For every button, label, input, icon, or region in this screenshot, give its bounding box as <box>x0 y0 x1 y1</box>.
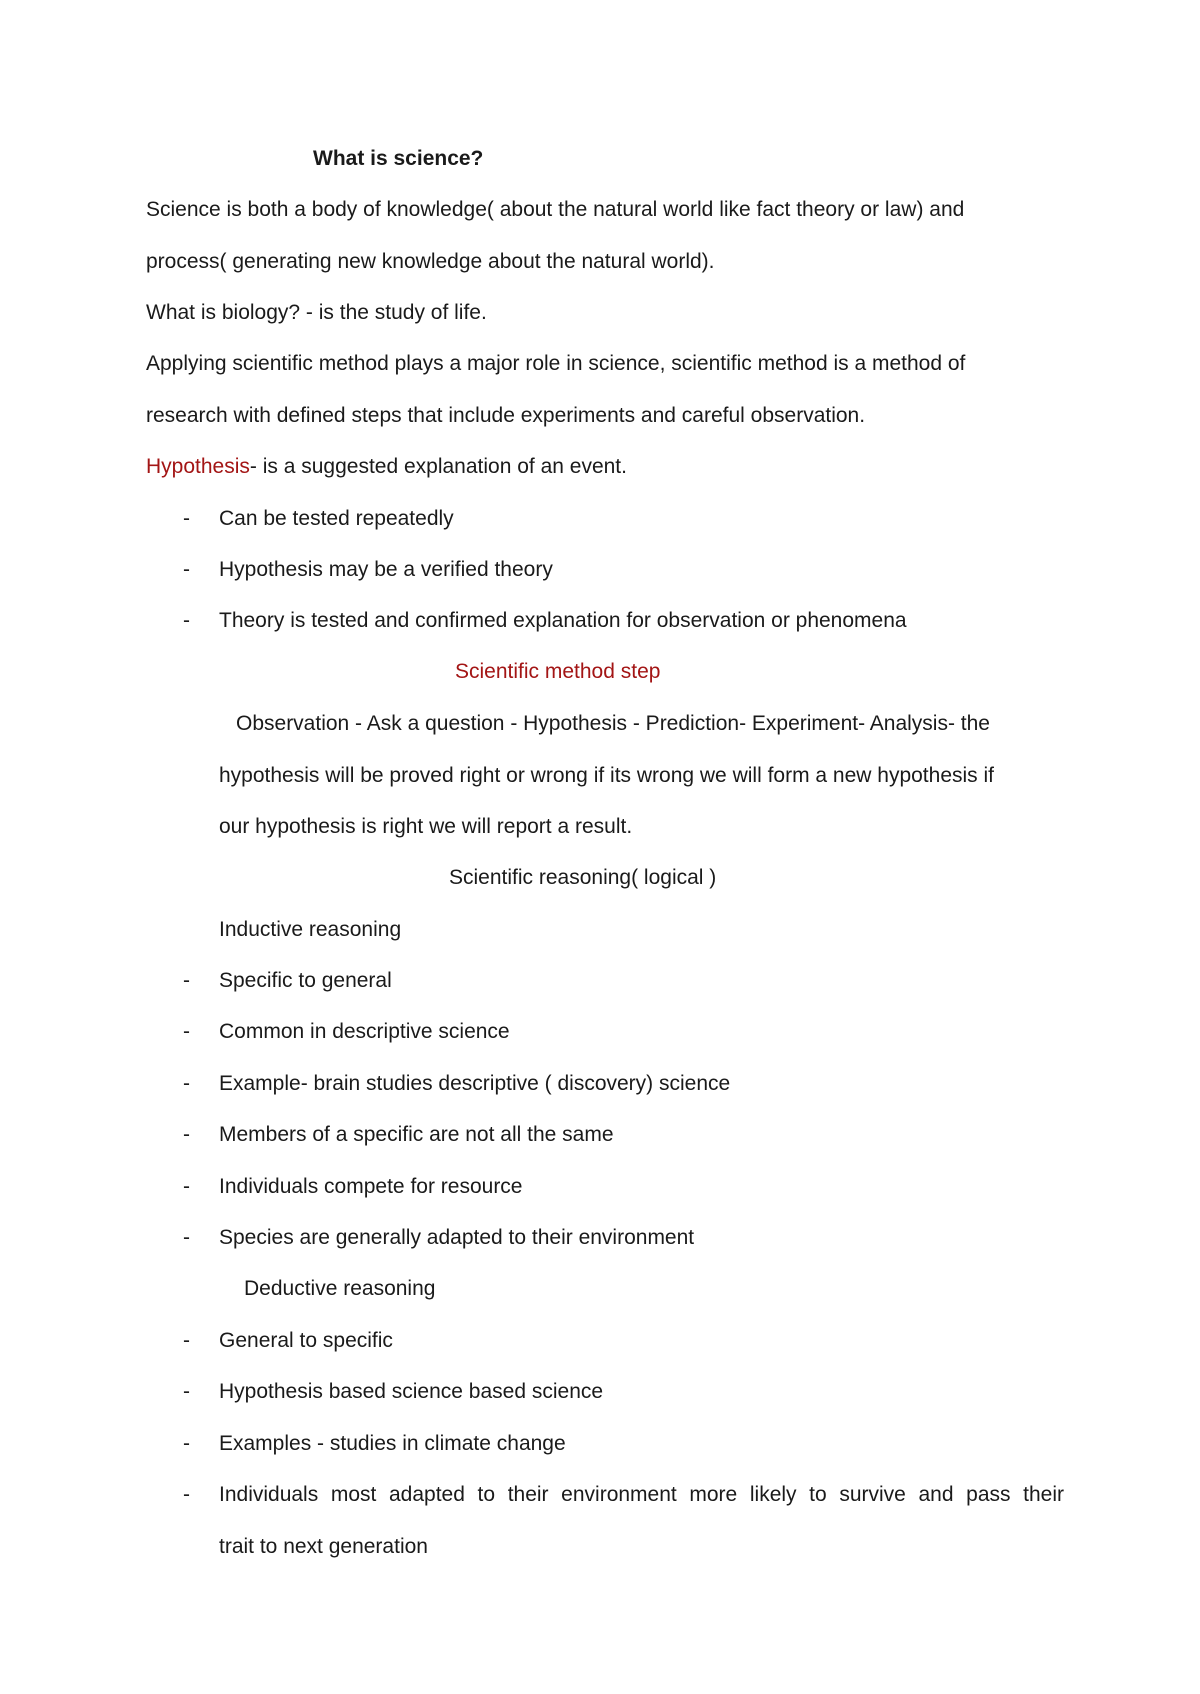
bullet-marker: - <box>183 969 190 992</box>
bullet-marker: - <box>183 558 190 581</box>
hypothesis-definition-text: - is a suggested explanation of an event. <box>249 455 627 478</box>
list-item: Individuals most adapted to their environment more likely to survive and pass their <box>219 1483 1064 1506</box>
list-item-continuation: trait to next generation <box>219 1535 428 1558</box>
list-item: Example- brain studies descriptive ( discovery) science <box>219 1072 731 1095</box>
hypothesis-term: Hypothesis <box>146 455 250 478</box>
biology-definition: What is biology? - is the study of life. <box>146 301 487 324</box>
steps-line-2: hypothesis will be proved right or wrong if its wrong we will form a new hypothesis if <box>219 764 995 787</box>
list-item: Common in descriptive science <box>219 1020 510 1043</box>
deductive-heading: Deductive reasoning <box>244 1277 436 1300</box>
list-item: Members of a specific are not all the same <box>219 1123 614 1146</box>
document-title: What is science? <box>313 147 484 170</box>
bullet-marker: - <box>183 1226 190 1249</box>
list-item: Species are generally adapted to their environment <box>219 1226 695 1249</box>
intro-line-1: Science is both a body of knowledge( about the natural world like fact theory or law) and <box>146 198 965 221</box>
bullet-marker: - <box>183 609 190 632</box>
list-item: Examples - studies in climate change <box>219 1432 566 1455</box>
hypothesis-definition <box>146 453 627 481</box>
steps-line-3: our hypothesis is right we will report a result. <box>219 815 633 838</box>
list-item: Hypothesis may be a verified theory <box>219 558 553 581</box>
bullet-marker: - <box>183 1432 190 1455</box>
bullet-marker: - <box>183 1020 190 1043</box>
method-line-2: research with defined steps that include experiments and careful observation. <box>146 404 866 427</box>
bullet-marker: - <box>183 1175 190 1198</box>
method-line-1: Applying scientific method plays a major role in science, scientific method is a method of <box>146 352 966 375</box>
bullet-marker: - <box>183 1483 190 1506</box>
bullet-marker: - <box>183 1072 190 1095</box>
intro-line-2: process( generating new knowledge about the natural world). <box>146 250 715 273</box>
list-item: Hypothesis based science based science <box>219 1380 604 1403</box>
list-item: Individuals compete for resource <box>219 1175 523 1198</box>
bullet-marker: - <box>183 1380 190 1403</box>
bullet-marker: - <box>183 1329 190 1352</box>
list-item: Can be tested repeatedly <box>219 507 454 530</box>
list-item: Specific to general <box>219 969 392 992</box>
steps-heading: Scientific method step <box>455 660 661 683</box>
bullet-marker: - <box>183 507 190 530</box>
inductive-heading: Inductive reasoning <box>219 918 402 941</box>
list-item: General to specific <box>219 1329 393 1352</box>
steps-line-1: Observation - Ask a question - Hypothesis - Prediction- Experiment- Analysis- the <box>236 712 990 735</box>
list-item: Theory is tested and confirmed explanation for observation or phenomena <box>219 609 907 632</box>
reasoning-heading: Scientific reasoning( logical ) <box>449 866 717 889</box>
bullet-marker: - <box>183 1123 190 1146</box>
